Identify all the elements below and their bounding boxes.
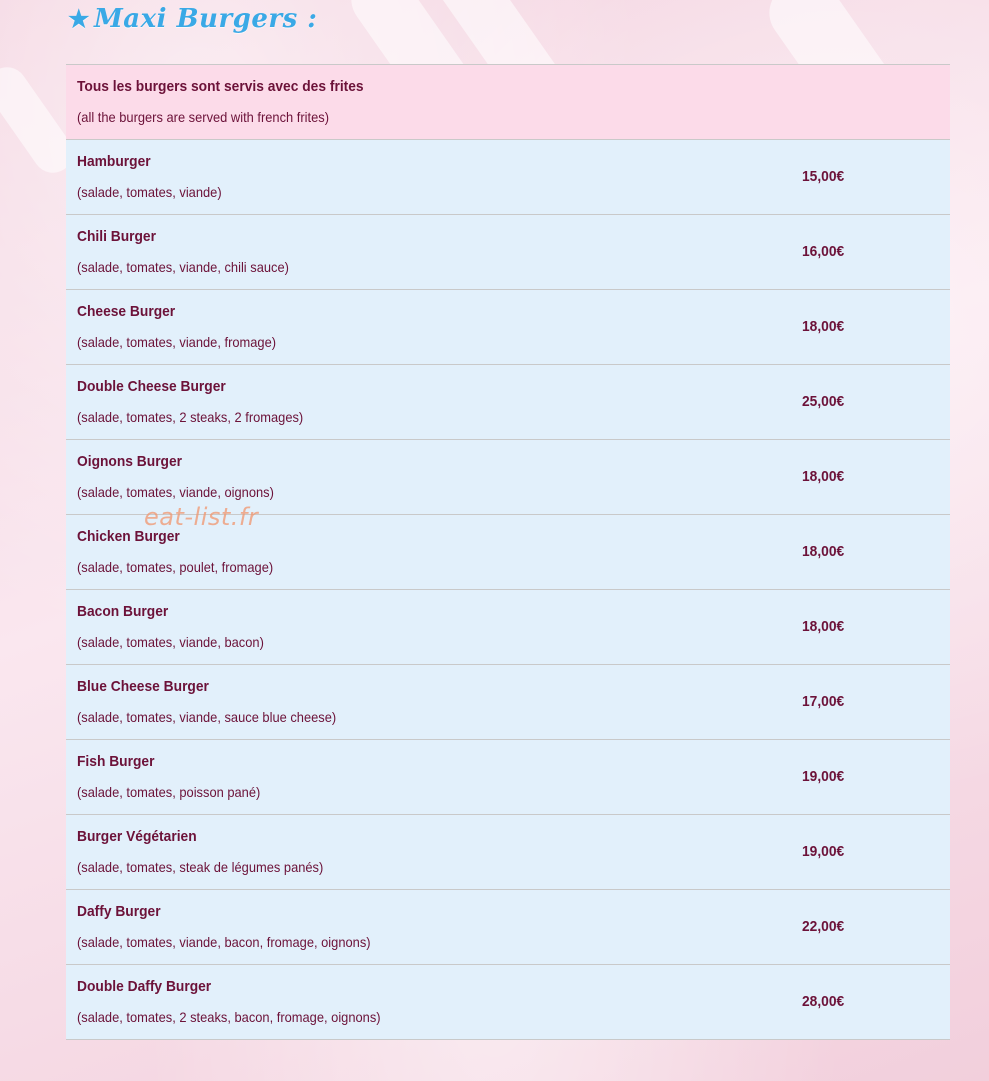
menu-item-price: 18,00€ <box>802 543 845 560</box>
menu-item-description: (salade, tomates, poisson pané) <box>77 784 261 800</box>
section-title-text: Maxi Burgers : <box>94 4 318 34</box>
menu-item-name: Daffy Burger <box>77 903 161 920</box>
menu-item-description: (salade, tomates, 2 steaks, 2 fromages) <box>77 409 304 425</box>
menu-item-name: Blue Cheese Burger <box>77 678 209 695</box>
menu-item-description: (salade, tomates, viande, oignons) <box>77 484 274 500</box>
menu-item-name: Fish Burger <box>77 753 155 770</box>
menu-item-row <box>66 965 950 1040</box>
menu-item-price: 15,00€ <box>802 168 845 185</box>
menu-item-price: 19,00€ <box>802 843 845 860</box>
menu-item-name: Chicken Burger <box>77 528 180 545</box>
menu-item-name: Chili Burger <box>77 228 156 245</box>
menu-item-row <box>66 740 950 815</box>
menu-item-price: 25,00€ <box>802 393 845 410</box>
menu-item-description: (salade, tomates, viande, bacon, fromage, oignons) <box>77 934 371 950</box>
menu-item-description: (salade, tomates, viande, bacon) <box>77 634 264 650</box>
menu-item-row <box>66 665 950 740</box>
menu-item-row <box>66 290 950 365</box>
menu-item-description: (salade, tomates, poulet, fromage) <box>77 559 274 575</box>
header-note-translation: (all the burgers are served with french frites) <box>77 109 329 125</box>
menu-item-description: (salade, tomates, viande) <box>77 184 222 200</box>
watermark: eat-list.fr <box>144 503 259 531</box>
menu-item-row <box>66 590 950 665</box>
menu-item-name: Hamburger <box>77 153 151 170</box>
menu-item-row <box>66 815 950 890</box>
menu-item-row <box>66 890 950 965</box>
menu-item-name: Double Cheese Burger <box>77 378 226 395</box>
menu-header-row <box>66 65 950 140</box>
menu-item-row <box>66 365 950 440</box>
menu-item-row <box>66 215 950 290</box>
menu-item-price: 18,00€ <box>802 618 845 635</box>
header-note: Tous les burgers sont servis avec des frites <box>77 78 364 95</box>
menu-table <box>66 64 950 1040</box>
menu-item-price: 18,00€ <box>802 318 845 335</box>
menu-item-name: Double Daffy Burger <box>77 978 212 995</box>
menu-item-row <box>66 140 950 215</box>
menu-item-price: 22,00€ <box>802 918 845 935</box>
menu-item-description: (salade, tomates, viande, sauce blue cheese) <box>77 709 337 725</box>
menu-item-name: Burger Végétarien <box>77 828 197 845</box>
menu-item-price: 19,00€ <box>802 768 845 785</box>
menu-item-name: Bacon Burger <box>77 603 169 620</box>
menu-item-price: 18,00€ <box>802 468 845 485</box>
menu-item-description: (salade, tomates, viande, fromage) <box>77 334 277 350</box>
star-icon: ★ <box>68 4 91 33</box>
menu-item-description: (salade, tomates, 2 steaks, bacon, fromage, oignons) <box>77 1009 381 1025</box>
menu-item-description: (salade, tomates, viande, chili sauce) <box>77 259 289 275</box>
menu-item-name: Cheese Burger <box>77 303 176 320</box>
menu-item-price: 16,00€ <box>802 243 845 260</box>
menu-item-price: 28,00€ <box>802 993 845 1010</box>
menu-item-name: Oignons Burger <box>77 453 183 470</box>
menu-item-description: (salade, tomates, steak de légumes panés) <box>77 859 324 875</box>
section-title <box>68 4 317 34</box>
menu-item-price: 17,00€ <box>802 693 845 710</box>
